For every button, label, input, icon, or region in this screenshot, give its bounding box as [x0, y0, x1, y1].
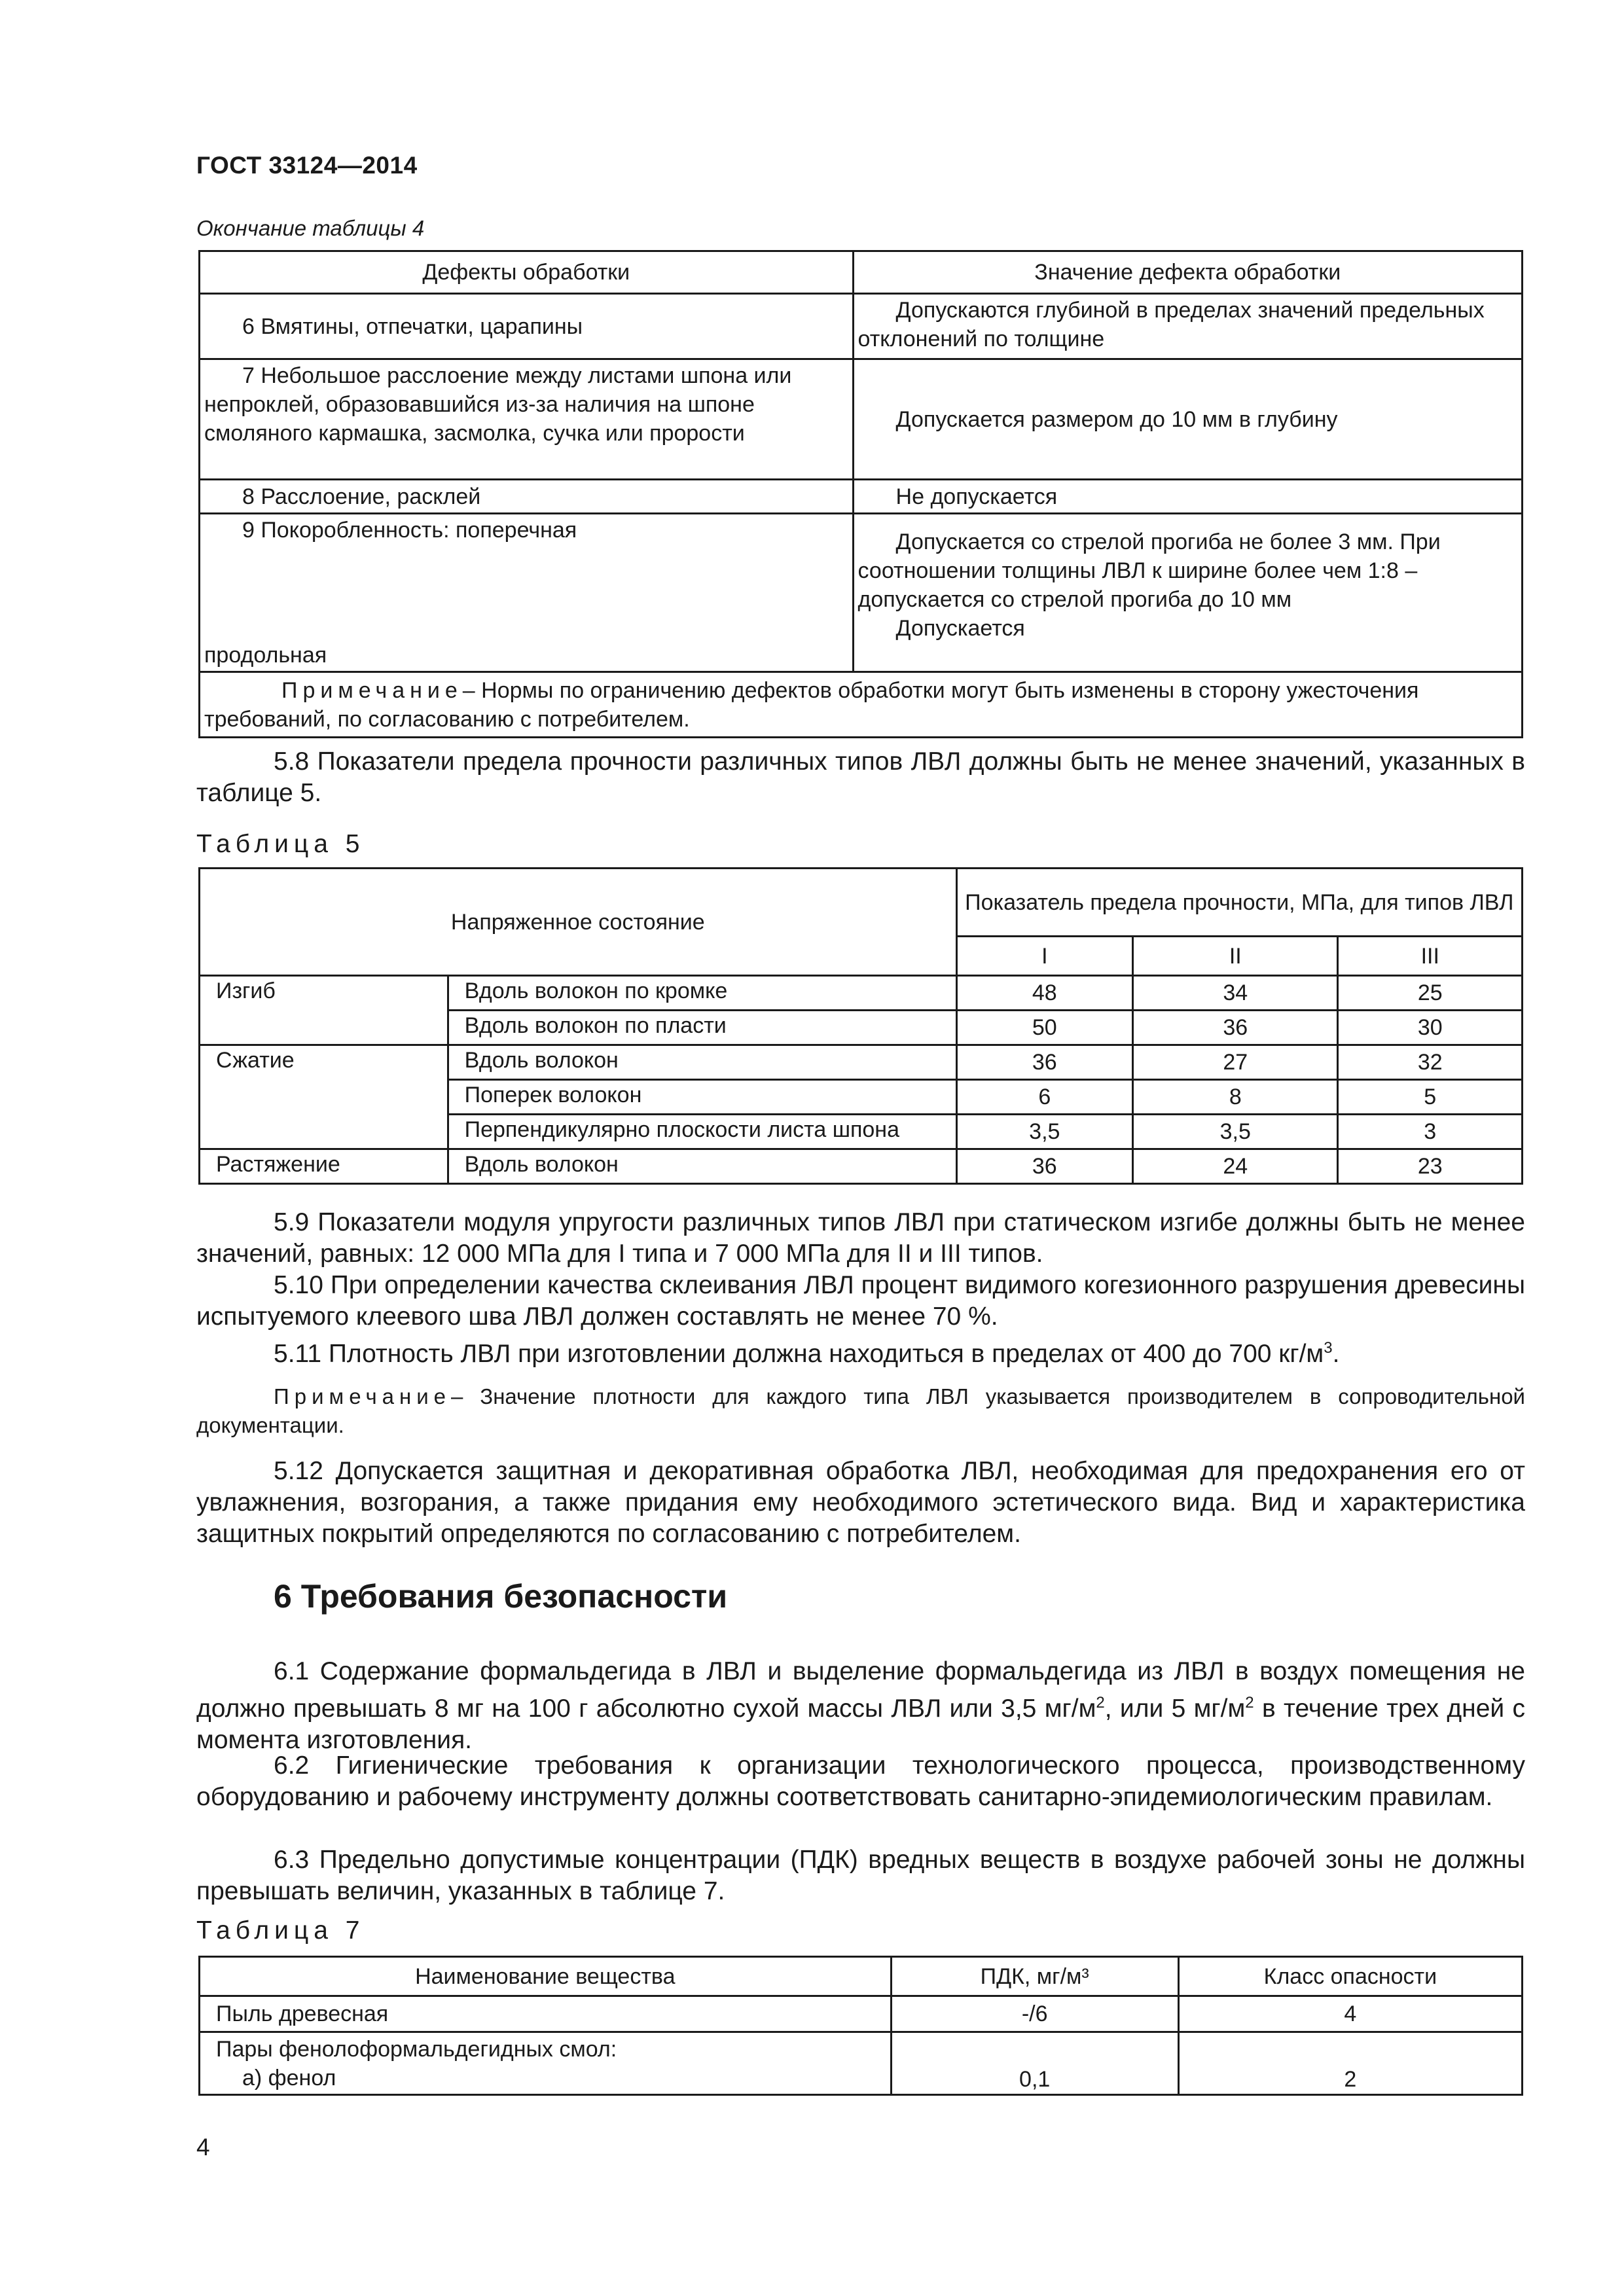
- column-header: Значение дефекта обработки: [853, 251, 1522, 294]
- table-5-strength: [198, 867, 1523, 1185]
- superscript: 3: [1324, 1339, 1333, 1357]
- paragraph-5-9: 5.9 Показатели модуля упругости различных типов ЛВЛ при статическом изгибе должны быть не менее значений, равных: 12 000 МПа для I типа и 7 000 МПа для II и III типов.: [196, 1208, 1525, 1268]
- value-cell: 6: [956, 1080, 1133, 1115]
- defect-value-cell: Допускается размером до 10 мм в глубину: [853, 359, 1522, 480]
- substance-text: Пары фенолоформальдегидных смол:: [216, 2036, 617, 2062]
- defect-value-cell: Допускаются глубиной в пределах значений предельных отклонений по толщине: [853, 294, 1522, 359]
- table-row: [200, 976, 1523, 1011]
- paragraph-5-10: 5.10 При определении качества склеивания ЛВЛ процент видимого когезионного разрушения древесины испытуемого клеевого шва ЛВЛ должен составлять не менее 70 %.: [196, 1271, 1525, 1331]
- table-row: [200, 514, 1523, 672]
- table-note-cell: [200, 672, 1523, 738]
- paragraph-6-1-text: 6.1 Содержание формальдегида в ЛВЛ и выделение формальдегида из ЛВЛ в воздух помещения не должно превышать 8 мг на 100 г абсолютно сухой массы ЛВЛ или 3,5 мг/м: [196, 1657, 1525, 1723]
- value-cell: 36: [956, 1045, 1133, 1080]
- table-5-label: Таблица 5: [196, 830, 365, 858]
- table-header-row: [200, 869, 1523, 937]
- direction-cell: Вдоль волокон: [448, 1149, 956, 1184]
- defect-text: 9 Покоробленность: поперечная: [242, 518, 577, 543]
- paragraph-6-2: 6.2 Гигиенические требования к организации технологического процесса, производственному оборудованию и рабочему инструменту должны соответствовать санитарно-эпидемиологическим правилам.: [196, 1751, 1525, 1811]
- strength-index-header: Показатель предела прочности, МПа, для типов ЛВЛ: [956, 869, 1522, 937]
- type-header: III: [1338, 937, 1523, 976]
- table-row: [200, 294, 1523, 359]
- value-cell: 34: [1133, 976, 1338, 1011]
- column-header: Дефекты обработки: [200, 251, 854, 294]
- superscript: 2: [1245, 1694, 1254, 1712]
- paragraph-6-1: [196, 1656, 1525, 1756]
- table-4-defects: [198, 250, 1523, 738]
- column-header: Класс опасности: [1178, 1957, 1522, 1996]
- pdk-cell: -/6: [891, 1996, 1178, 2032]
- stress-group-cell: Растяжение: [200, 1149, 448, 1184]
- value-cell: 24: [1133, 1149, 1338, 1184]
- value-cell: 48: [956, 976, 1133, 1011]
- paragraph-5-8: 5.8 Показатели предела прочности различных типов ЛВЛ должны быть не менее значений, указанных в таблице 5.: [196, 747, 1525, 807]
- substance-subtext: а) фенол: [242, 2065, 336, 2090]
- substance-cell: Пыль древесная: [200, 1996, 892, 2032]
- direction-cell: Поперек волокон: [448, 1080, 956, 1115]
- table-row: [200, 1996, 1523, 2032]
- superscript: 2: [1096, 1694, 1105, 1712]
- defect-cell: [200, 514, 854, 672]
- value-cell: 30: [1338, 1011, 1523, 1045]
- value-cell: 32: [1338, 1045, 1523, 1080]
- defect-value-subtext: Допускается: [895, 616, 1025, 641]
- table-header-row: [200, 251, 1523, 294]
- note-text: – Значение плотности для каждого типа ЛВЛ указывается производителем в сопроводительной документации.: [196, 1384, 1525, 1437]
- stress-state-header: Напряженное состояние: [200, 869, 957, 976]
- value-cell: 50: [956, 1011, 1133, 1045]
- table-row: [200, 1149, 1523, 1184]
- paragraph-6-3: 6.3 Предельно допустимые концентрации (ПДК) вредных веществ в воздухе рабочей зоны не должны превышать величин, указанных в таблице 7.: [196, 1846, 1525, 1905]
- paragraph-6-1-text: в течение трех дней с момента изготовления.: [196, 1695, 1525, 1754]
- defect-cell: 8 Расслоение, расклей: [200, 480, 854, 514]
- document-header: ГОСТ 33124—2014: [196, 152, 418, 179]
- paragraph-6-1-text: , или 5 мг/м: [1104, 1695, 1246, 1723]
- value-cell: 27: [1133, 1045, 1338, 1080]
- defect-value-cell: [853, 514, 1522, 672]
- defect-value-cell: Не допускается: [853, 480, 1522, 514]
- direction-cell: Вдоль волокон по пласти: [448, 1011, 956, 1045]
- column-header: Наименование вещества: [200, 1957, 892, 1996]
- defect-cell: 7 Небольшое расслоение между листами шпона или непроклей, образовавшийся из-за наличия на шпоне смоляного кармашка, засмолка, сучка или прорости: [200, 359, 854, 480]
- note-label: Примечание: [274, 1384, 452, 1408]
- table-row: [200, 2032, 1523, 2095]
- section-6-title: 6 Требования безопасности: [274, 1578, 728, 1615]
- value-cell: 3,5: [1133, 1115, 1338, 1149]
- pdk-cell: 0,1: [891, 2032, 1178, 2095]
- hazard-class-cell: 2: [1178, 2032, 1522, 2095]
- column-header: ПДК, мг/м³: [891, 1957, 1178, 1996]
- value-cell: 3,5: [956, 1115, 1133, 1149]
- table-row: [200, 359, 1523, 480]
- value-cell: 25: [1338, 976, 1523, 1011]
- defect-cell: 6 Вмятины, отпечатки, царапины: [200, 294, 854, 359]
- value-cell: 5: [1338, 1080, 1523, 1115]
- defect-subtext: продольная: [204, 643, 327, 668]
- table-continuation-caption: Окончание таблицы 4: [196, 216, 425, 240]
- paragraph-5-12: 5.12 Допускается защитная и декоративная обработка ЛВЛ, необходимая для предохранения его от увлажнения, возгорания, а также придания ему необходимого эстетического вида. Вид и характеристика защитных покрытий определяются по согласованию с потребителем.: [196, 1457, 1525, 1548]
- value-cell: 36: [956, 1149, 1133, 1184]
- table-7-pdk: [198, 1956, 1523, 2096]
- table-note-row: [200, 672, 1523, 738]
- table-row: [200, 480, 1523, 514]
- value-cell: 23: [1338, 1149, 1523, 1184]
- page-number: 4: [196, 2134, 210, 2161]
- direction-cell: Вдоль волокон по кромке: [448, 976, 956, 1011]
- note-text: – Нормы по ограничению дефектов обработки могут быть изменены в сторону ужесточения требований, по согласованию с потребителем.: [204, 677, 1419, 732]
- substance-cell: [200, 2032, 892, 2095]
- type-header: II: [1133, 937, 1338, 976]
- value-cell: 8: [1133, 1080, 1338, 1115]
- stress-group-cell: Сжатие: [200, 1045, 448, 1149]
- hazard-class-cell: 4: [1178, 1996, 1522, 2032]
- note-density: [196, 1382, 1525, 1440]
- paragraph-5-11-end: .: [1332, 1340, 1340, 1368]
- table-header-row: [200, 1957, 1523, 1996]
- direction-cell: Вдоль волокон: [448, 1045, 956, 1080]
- direction-cell: Перпендикулярно плоскости листа шпона: [448, 1115, 956, 1149]
- note-label: Примечание: [281, 677, 463, 703]
- value-cell: 3: [1338, 1115, 1523, 1149]
- table-7-label: Таблица 7: [196, 1916, 365, 1945]
- table-row: [200, 1045, 1523, 1080]
- paragraph-5-11: [196, 1333, 1525, 1370]
- type-header: I: [956, 937, 1133, 976]
- value-cell: 36: [1133, 1011, 1338, 1045]
- defect-value-text: Допускается со стрелой прогиба не более 3 мм. При соотношении толщины ЛВЛ к ширине более чем 1:8 – допускается со стрелой прогиба до 10 мм: [857, 529, 1441, 612]
- paragraph-5-11-text: 5.11 Плотность ЛВЛ при изготовлении должна находиться в пределах от 400 до 700 кг/м: [274, 1340, 1324, 1368]
- stress-group-cell: Изгиб: [200, 976, 448, 1045]
